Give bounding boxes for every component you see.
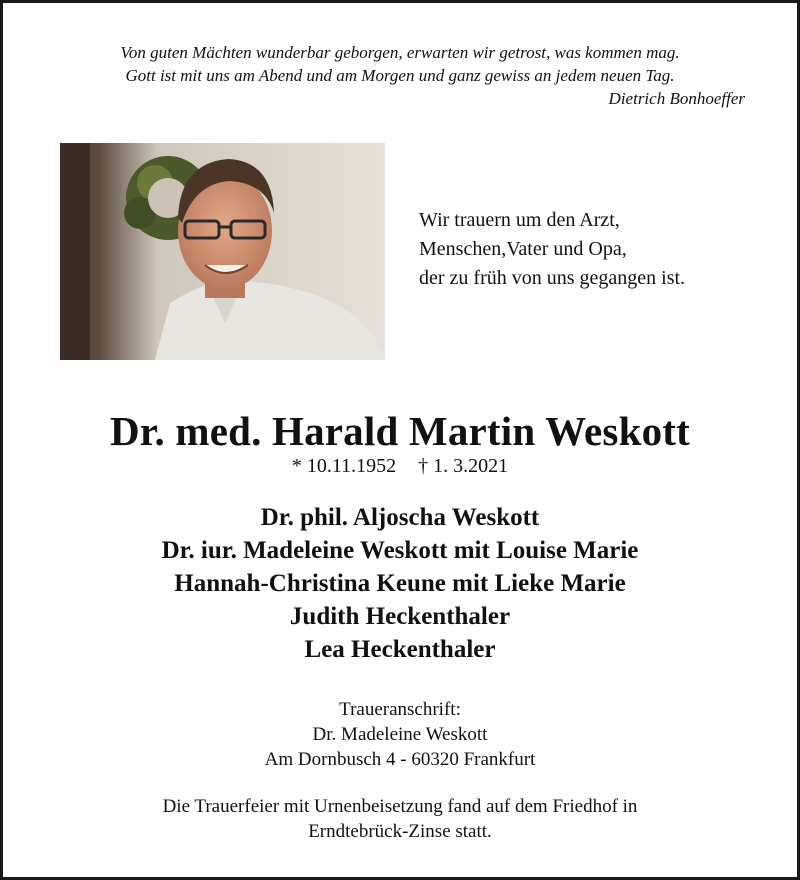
address-label: Traueranschrift: (339, 699, 461, 720)
funeral-line-2: Erndtebrück-Zinse statt. (308, 821, 492, 842)
quote-author: Dietrich Bonhoeffer (608, 89, 745, 108)
family-member: Dr. iur. Madeleine Weskott mit Louise Marie (161, 537, 639, 564)
family-members (3, 501, 797, 666)
quote-line-1: Von guten Mächten wunderbar geborgen, erwarten wir getrost, was kommen mag. (120, 43, 680, 62)
address-street: Am Dornbusch 4 - 60320 Frankfurt (264, 749, 536, 770)
mourning-line-1: Wir trauern um den Arzt, (419, 209, 620, 231)
portrait-image (60, 143, 385, 360)
birth-date: * 10.11.1952 (291, 455, 397, 477)
family-member: Dr. phil. Aljoscha Weskott (260, 504, 540, 531)
address-name: Dr. Madeleine Weskott (312, 724, 488, 745)
life-dates (3, 454, 797, 478)
portrait-photo (60, 143, 385, 360)
mourning-line-2: Menschen,Vater und Opa, (419, 238, 627, 260)
death-date: † 1. 3.2021 (418, 455, 509, 477)
mourning-text (419, 206, 685, 293)
family-member: Judith Heckenthaler (289, 603, 511, 630)
family-member: Hannah-Christina Keune mit Lieke Marie (174, 570, 626, 597)
family-member: Lea Heckenthaler (304, 636, 496, 663)
mourning-line-3: der zu früh von uns gegangen ist. (419, 267, 686, 289)
funeral-line-1: Die Trauerfeier mit Urnenbeisetzung fand auf dem Friedhof in (162, 796, 638, 817)
mourning-address (3, 697, 797, 772)
bonhoeffer-quote (3, 41, 797, 110)
deceased-name: Dr. med. Harald Martin Weskott (110, 408, 690, 454)
quote-line-2: Gott ist mit uns am Abend und am Morgen und ganz gewiss an jedem neuen Tag. (125, 66, 675, 85)
funeral-notice (3, 794, 797, 844)
